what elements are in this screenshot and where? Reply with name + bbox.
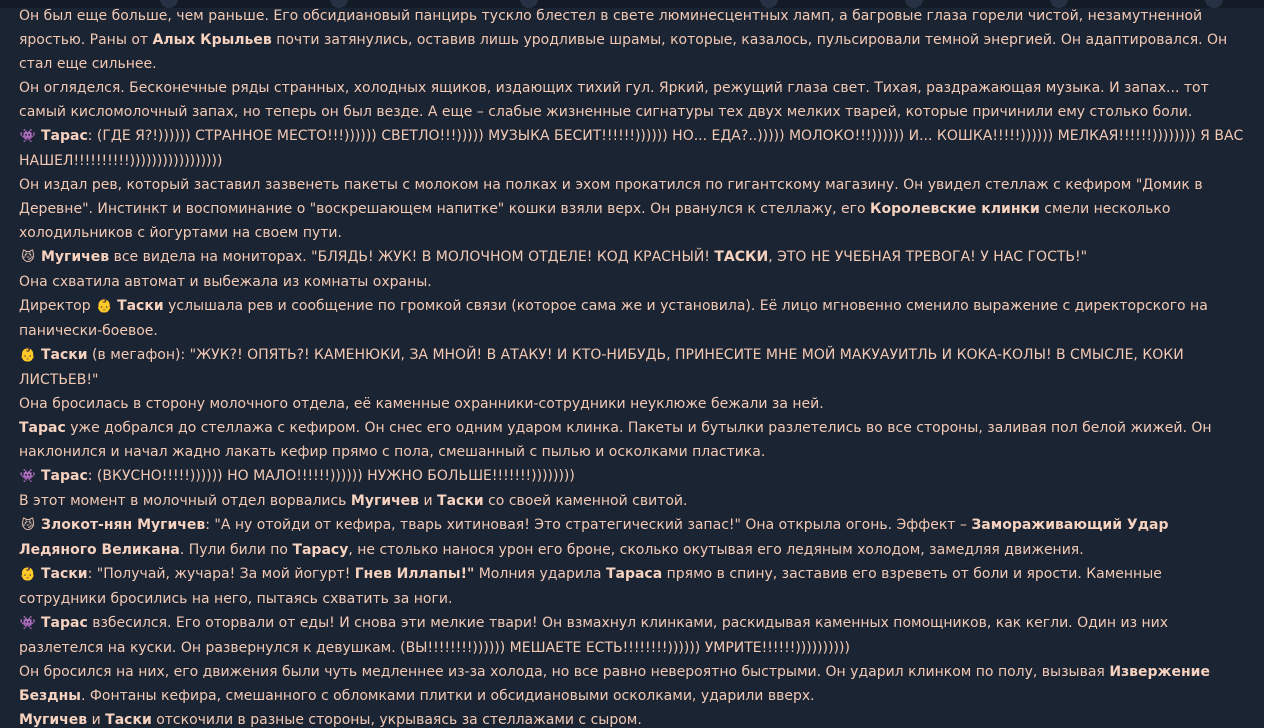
story-text: все видела на мониторах. "БЛЯДЬ! ЖУК! В МОЛОЧНОМ ОТДЕЛЕ! КОД КРАСНЫЙ! <box>109 249 715 265</box>
story-text: и <box>419 493 438 509</box>
story-paragraph <box>19 708 1245 728</box>
baby-icon <box>19 563 37 587</box>
highlighted-name: Злокот-нян Мугичев <box>41 517 206 533</box>
alien-icon <box>19 465 37 489</box>
highlighted-name: Гнев Иллапы!" <box>354 566 475 582</box>
story-paragraph <box>19 611 1245 660</box>
highlighted-name: Таски <box>437 493 484 509</box>
story-paragraph <box>19 343 1245 392</box>
baby-icon <box>19 344 37 368</box>
story-paragraph <box>19 392 1245 416</box>
story-paragraph <box>19 562 1245 611</box>
story-paragraph <box>19 294 1245 343</box>
story-text: : "А ну отойди от кефира, тварь хитиновая! Это стратегический запас!" Она открыла огонь. Эффект – <box>205 517 972 533</box>
highlighted-name: Таски <box>117 298 164 314</box>
highlighted-name: Мугичев <box>350 493 420 509</box>
story-text: услышала рев и сообщение по громкой связи (которое сама же и установила). Её лицо мгновенно сменило выражение с директорского на панически-боевое. <box>19 298 1208 339</box>
story-text: Он издал рев, который заставил зазвенеть пакеты с молоком на полках и эхом прокатился по гигантскому магазину. Он увидел стеллаж с кефиром "Домик в Деревне". Инстинкт и воспоминание о "воскрешающем напитке" кошки взяли верх. Он рванулся к стеллажу, его <box>19 177 1203 217</box>
story-text: : (ГДЕ Я?!)))))) СТРАННОЕ МЕСТО!!!)))))) СВЕТЛО!!!))))) МУЗЫКА БЕСИТ!!!!!!)))))) НО... ЕДА?..))))) МОЛОКО!!!)))))) И... КОШКА!!!!!)))))) МЕЛКАЯ!!!!!!)))))))) Я ВАС НАШЕЛ!!!!!!!!!!))))))))))))))))) <box>19 128 1244 169</box>
highlighted-name: Таски <box>105 712 152 728</box>
story-paragraph <box>19 270 1245 294</box>
highlighted-name: Замораживающий Удар Ледяного Великана <box>19 517 1169 558</box>
story-paragraph <box>19 489 1245 513</box>
story-text: почти затянулись, оставив лишь уродливые шрамы, которые, казалось, пульсировали темной энергией. Он адаптировался. Он стал еще сильнее. <box>19 32 1228 72</box>
story-text: (в мегафон): "ЖУК?! ОПЯТЬ?! КАМЕНЮКИ, ЗА МНОЙ! В АТАКУ! И КТО-НИБУДЬ, ПРИНЕСИТЕ МНЕ МОЙ МАКУАУИТЛЬ И КОКА-КОЛЫ! В СМЫСЛЕ, КОКИ ЛИСТЬЕВ!" <box>19 347 1184 388</box>
story-text: Он бросился на них, его движения были чуть медленнее из-за холода, но все равно невероятно быстрыми. Он ударил клинком по полу, вызывая <box>19 664 1110 680</box>
alien-icon <box>19 125 37 149</box>
story-text: Молния ударила <box>474 566 606 582</box>
highlighted-name: Тараса <box>605 566 663 582</box>
story-text: Он был еще больше, чем раньше. Его обсидиановый панцирь тускло блестел в свете люминесцентных ламп, а багровые глаза горели чистой, незамутненной яростью. Раны от <box>19 8 1203 48</box>
story-paragraph <box>19 173 1245 245</box>
highlighted-name: Королевские клинки <box>870 201 1040 217</box>
story-paragraph <box>19 416 1245 464</box>
story-text: прямо в спину, заставив его взреветь от боли и ярости. Каменные сотрудники бросились на него, пытаясь схватить за ноги. <box>19 566 1162 607</box>
highlighted-name: Алых Крыльев <box>152 32 272 48</box>
highlighted-name: Тарасу <box>292 542 349 558</box>
story-paragraph <box>19 245 1245 270</box>
highlighted-name: Тарас <box>41 468 88 484</box>
story-paragraph <box>19 464 1245 489</box>
highlighted-name: Мугичев <box>19 712 88 728</box>
highlighted-name: Таски <box>41 347 88 363</box>
highlighted-name: Таски <box>41 566 88 582</box>
story-text: , ЭТО НЕ УЧЕБНАЯ ТРЕВОГА! У НАС ГОСТЬ!" <box>768 249 1088 265</box>
story-text: . Фонтаны кефира, смешанного с обломками плитки и обсидиановыми осколками, ударили вверх. <box>80 688 815 704</box>
story-paragraph <box>19 76 1245 124</box>
baby-icon <box>95 295 113 319</box>
highlighted-name: Тарас <box>19 420 66 436</box>
story-text: Он огляделся. Бесконечные ряды странных, холодных ящиков, издающих тихий гул. Яркий, режущий глаза свет. Тихая, раздражающая музыка. И запах... тот самый кисломолочный запах, но теперь он был везде. А еще – слабые жизненные сигнатуры тех двух мелких тварей, которые причинили ему столько боли. <box>19 80 1209 120</box>
highlighted-name: Тарас <box>41 615 88 631</box>
story-text: со своей каменной свитой. <box>483 493 688 509</box>
story-text: В этот момент в молочный отдел ворвались <box>19 493 351 509</box>
story-text: , не столько нанося урон его броне, сколько окутывая его ледяным холодом, замедляя движения. <box>348 542 1084 558</box>
highlighted-name: Извержение Бездны <box>19 664 1210 704</box>
story-text: : "Получай, жучара! За мой йогурт! <box>87 566 355 582</box>
cat-icon <box>19 514 37 538</box>
cat-icon <box>19 246 37 270</box>
story-paragraph <box>19 124 1245 173</box>
story-text: Она бросилась в сторону молочного отдела, её каменные охранники-сотрудники неуклюже бежали за ней. <box>19 396 824 412</box>
alien-icon <box>19 612 37 636</box>
chat-message-body <box>19 4 1245 728</box>
story-text: уже добрался до стеллажа с кефиром. Он снес его одним ударом клинка. Пакеты и бутылки разлетелись во все стороны, заливая пол белой жижей. Он наклонился и начал жадно лакать кефир прямо с пола, смешанный с пылью и осколками пластика. <box>19 420 1212 460</box>
story-paragraph <box>19 660 1245 708</box>
story-paragraph <box>19 513 1245 562</box>
story-text: и <box>87 712 106 728</box>
story-text: Директор <box>19 298 96 314</box>
story-text: . Пули били по <box>179 542 293 558</box>
highlighted-name: Мугичев <box>41 249 110 265</box>
highlighted-name: ТАСКИ <box>714 249 769 265</box>
story-text: Она схватила автомат и выбежала из комнаты охраны. <box>19 274 432 290</box>
story-text: : (ВКУСНО!!!!!)))))) НО МАЛО!!!!!!)))))) НУЖНО БОЛЬШЕ!!!!!!!)))))))) <box>87 468 575 484</box>
highlighted-name: Тарас <box>41 128 88 144</box>
story-text: взбесился. Его оторвали от еды! И снова эти мелкие твари! Он взмахнул клинками, раскидывая каменных помощников, как кегли. Один из них разлетелся на куски. Он развернулся к девушкам. (ВЫ!!!!!!!!)))))) МЕШАЕТЕ ЕСТЬ!!!!!!!!)))))) УМРИТЕ!!!!!!)))))))))) <box>19 615 1168 656</box>
story-text: отскочили в разные стороны, укрываясь за стеллажами с сыром. <box>151 712 642 728</box>
story-text: смели несколько холодильников с йогуртами на своем пути. <box>19 201 1171 241</box>
story-paragraph <box>19 4 1245 76</box>
